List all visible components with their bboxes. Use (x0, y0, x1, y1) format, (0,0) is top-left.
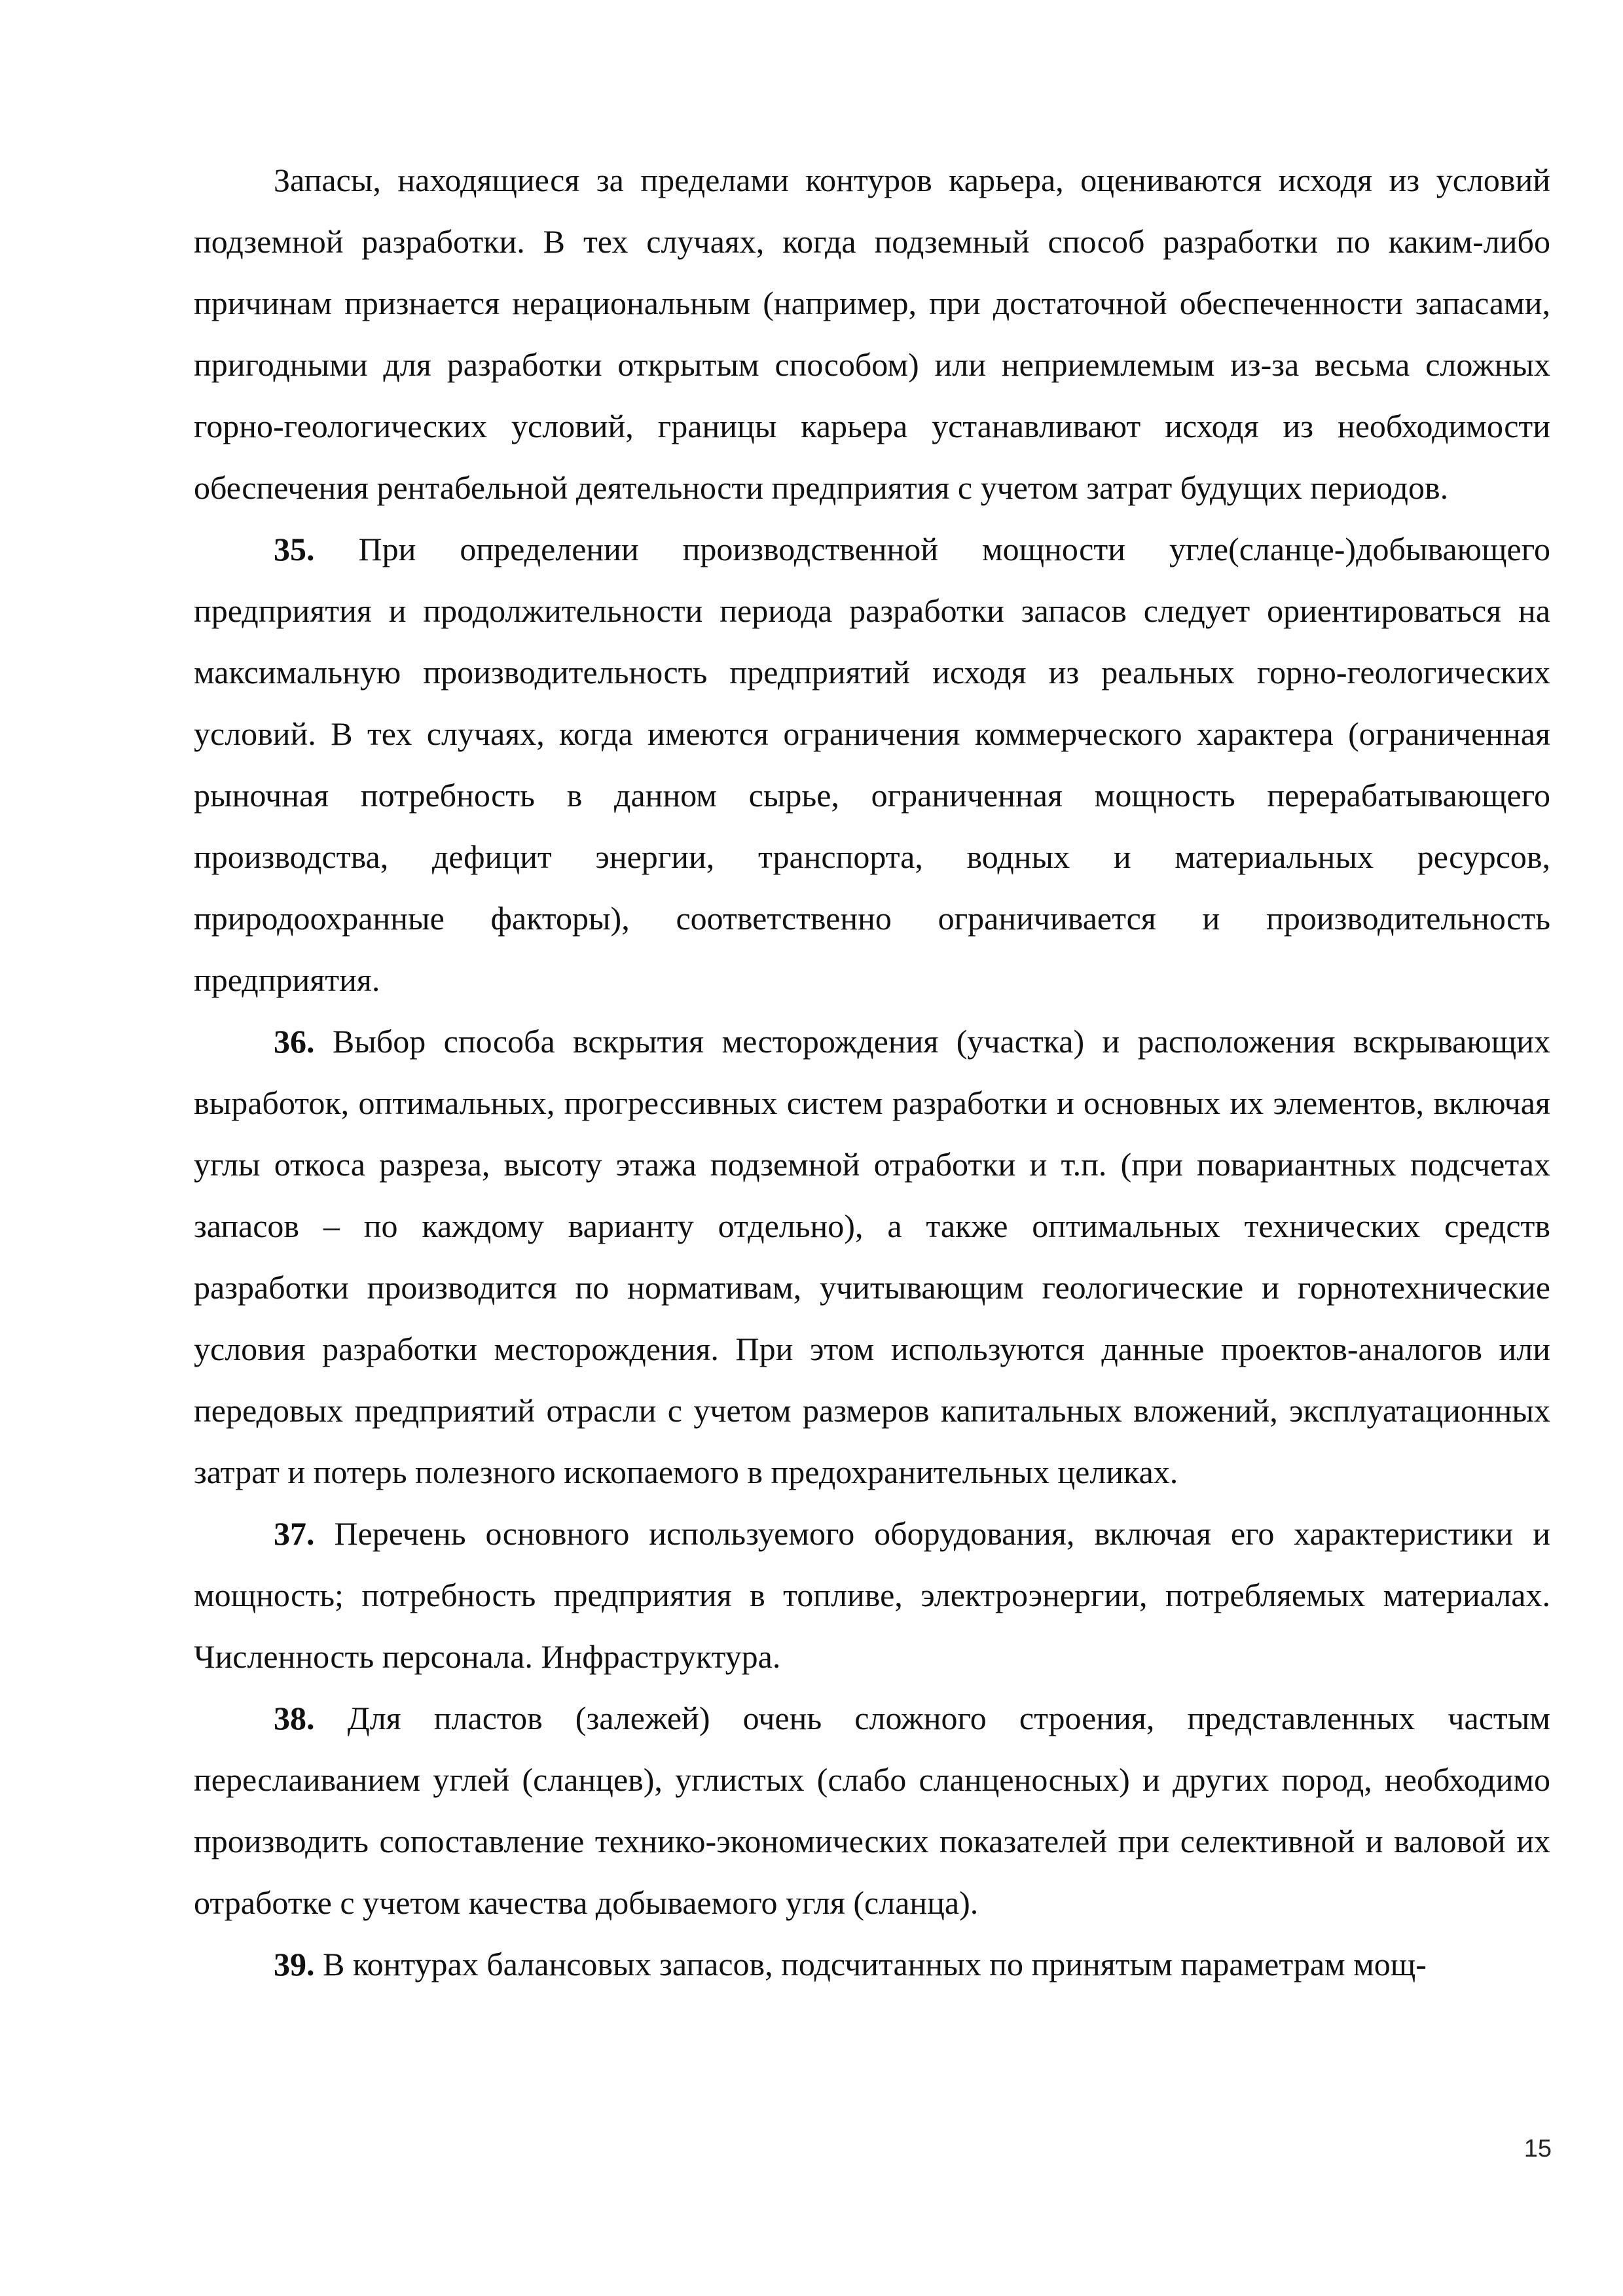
paragraph-35 (194, 518, 1550, 1011)
paragraph-text: Перечень основного используемого оборудования, включая его характеристики и мощность; потребность предприятия в топливе, электроэнергии, потребляемых материалах. Численность персонала. Инфраструктура. (194, 1515, 1550, 1675)
paragraph-37 (194, 1503, 1550, 1687)
paragraph-36 (194, 1011, 1550, 1503)
paragraph-38 (194, 1687, 1550, 1933)
document-body (194, 149, 1550, 1995)
paragraph-text: Для пластов (залежей) очень сложного строения, представленных частым переслаиванием углей (сланцев), углистых (слабо сланценосных) и других пород, необходимо производить сопоставление технико-экономических показателей при селективной и валовой их отработке с учетом качества добываемого угля (сланца). (194, 1700, 1550, 1921)
paragraph-number: 38. (274, 1700, 315, 1736)
paragraph-reserves-outside-pit (194, 149, 1550, 518)
paragraph-text: Запасы, находящиеся за пределами контуров карьера, оцениваются исходя из условий подземной разработки. В тех случаях, когда подземный способ разработки по каким-либо причинам признается нерациональным (например, при достаточной обеспеченности запасами, пригодными для разработки открытым способом) или неприемлемым из-за весьма сложных горно-геологических условий, границы карьера устанавливают исходя из необходимости обеспечения рентабельной деятельности предприятия с учетом затрат будущих периодов. (194, 162, 1550, 506)
paragraph-number: 35. (274, 531, 315, 567)
page-number: 15 (1523, 2135, 1552, 2162)
paragraph-text: Выбор способа вскрытия месторождения (участка) и расположения вскрывающих выработок, оптимальных, прогрессивных систем разработки и основных их элементов, включая углы откоса разреза, высоту этажа подземной отработки и т.п. (при повариантных подсчетах запасов – по каждому варианту отдельно), а также оптимальных технических средств разработки производится по нормативам, учитывающим геологические и горнотехнические условия разработки месторождения. При этом используются данные проектов-аналогов или передовых предприятий отрасли с учетом размеров капитальных вложений, эксплуатационных затрат и потерь полезного ископаемого в предохранительных целиках. (194, 1023, 1550, 1490)
paragraph-39 (194, 1933, 1550, 1995)
paragraph-text: При определении производственной мощности угле(сланце-)добывающего предприятия и продолжительности периода разработки запасов следует ориентироваться на максимальную производительность предприятий исходя из реальных горно-геологических условий. В тех случаях, когда имеются ограничения коммерческого характера (ограниченная рыночная потребность в данном сырье, ограниченная мощность перерабатывающего производства, дефицит энергии, транспорта, водных и материальных ресурсов, природоохранные факторы), соответственно ограничивается и производительность предприятия. (194, 531, 1550, 998)
paragraph-text: В контурах балансовых запасов, подсчитанных по принятым параметрам мощ- (314, 1946, 1427, 1982)
paragraph-number: 37. (274, 1515, 315, 1552)
paragraph-number: 39. (274, 1946, 315, 1982)
paragraph-number: 36. (274, 1023, 315, 1060)
